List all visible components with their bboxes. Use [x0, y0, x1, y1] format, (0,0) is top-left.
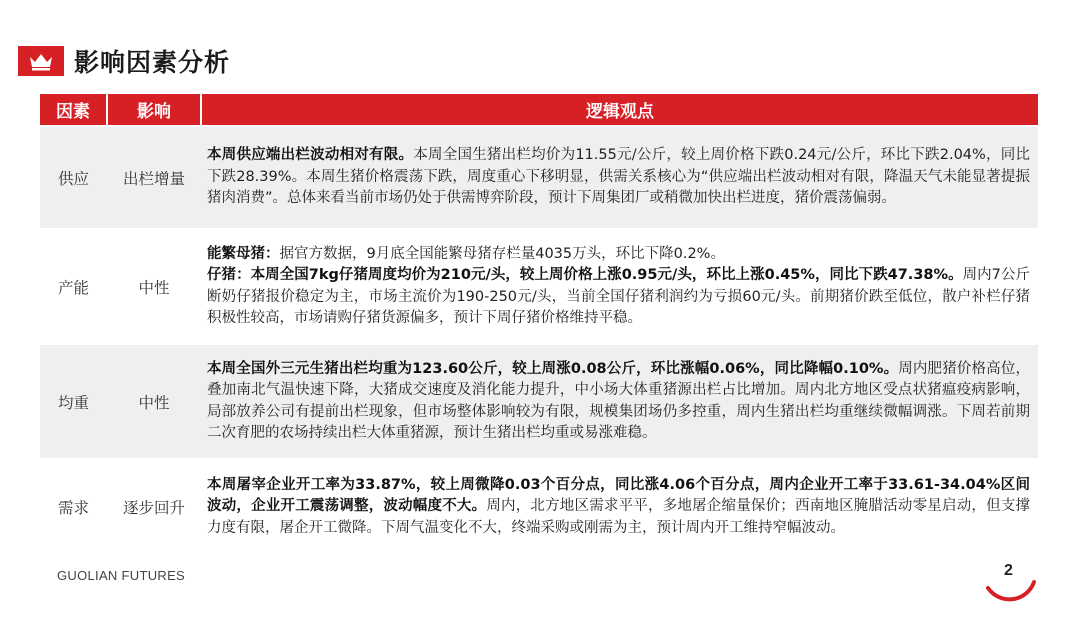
- logic-cell: [201, 459, 1038, 554]
- page-title: 影响因素分析: [74, 48, 231, 77]
- logic-paragraph: [207, 145, 1030, 209]
- column-header-factor: 因素: [40, 94, 107, 126]
- logic-bold-text: 本周屠宰企业开工率为33.87%，较上周微降0.03个百分点，同比涨4.06个百分点，周内企业开工率于33.61-34.04%区间波动，企业开工震荡调整，波动幅度不大。: [207, 476, 1030, 515]
- factor-analysis-table: [40, 94, 1038, 554]
- logic-bold-text: 本周全国外三元生猪出栏均重为123.60公斤，较上周涨0.08公斤，环比涨幅0.06%，同比降幅0.10%。: [207, 360, 899, 377]
- table-row-capacity: [40, 229, 1038, 344]
- logic-text: 据官方数据，9月底全国能繁母猪存栏量4035万头，环比下降0.2%。: [279, 245, 725, 262]
- page-number: 2: [1004, 562, 1013, 579]
- column-header-logic: 逻辑观点: [201, 94, 1038, 126]
- section-header: [18, 44, 230, 78]
- logic-paragraph: [207, 475, 1030, 539]
- logic-text: 周内肥猪价格高位，叠加南北气温快速下降，大猪成交速度及消化能力提升，中小场大体重猪源出栏占比增加。周内北方地区受点状猪瘟疫病影响，局部放养公司有提前出栏现象，但市场整体影响较为有限，规模集团场仍多控重，周内生猪出栏均重继续微幅调涨。下周若前期二次育肥的农场持续出栏大体重猪源，预计生猪出栏均重或易涨难稳。: [207, 360, 1030, 441]
- column-header-impact: 影响: [107, 94, 201, 126]
- table-row-weight: [40, 344, 1038, 459]
- logic-text: 周内，北方地区需求平平，多地屠企缩量保价；西南地区腌腊活动零星启动，但支撑力度有限，屠企开工微降。下周气温变化不大，终端采购或刚需为主，预计周内开工维持窄幅波动。: [207, 498, 1031, 536]
- factor-cell: 供应: [40, 126, 107, 229]
- logic-cell: [201, 344, 1038, 459]
- logic-text: 本周全国生猪出栏均价为11.55元/公斤，较上周价格下跌0.24元/公斤，环比下跌2.04%，同比下跌28.39%。本周生猪价格震荡下跌，周度重心下移明显，供需关系核心为“供应端出栏波动相对有限，降温天气未能显著提振猪肉消费”。总体来看当前市场仍处于供需博弈阶段，预计下周集团厂或稍微加快出栏进度，猪价震荡偏弱。: [207, 147, 1030, 207]
- impact-cell: 出栏增量: [107, 126, 201, 229]
- logic-bold-text: 本周供应端出栏波动相对有限。: [207, 147, 414, 164]
- title-badge: [18, 46, 64, 76]
- table-row-demand: [40, 459, 1038, 554]
- impact-cell: 中性: [107, 229, 201, 344]
- logic-cell: [201, 126, 1038, 229]
- logic-bold-text: 仔猪：本周全国7kg仔猪周度均价为210元/头，较上周价格上涨0.95元/头，环比上涨0.45%，同比下跌47.38%。: [207, 267, 963, 284]
- factor-cell: 产能: [40, 229, 107, 344]
- crown-icon: [28, 51, 54, 71]
- impact-cell: 逐步回升: [107, 459, 201, 554]
- logic-bold-text: 能繁母猪：: [207, 245, 280, 262]
- factor-cell: 需求: [40, 459, 107, 554]
- logic-paragraph: [207, 265, 1030, 329]
- logic-cell: [201, 229, 1038, 344]
- brand-logo-text: GUOLIAN FUTURES: [57, 568, 186, 583]
- logic-paragraph: [207, 244, 1030, 265]
- table-row-supply: [40, 126, 1038, 229]
- impact-cell: 中性: [107, 344, 201, 459]
- table-header-row: [40, 94, 1038, 126]
- factor-cell: 均重: [40, 344, 107, 459]
- logic-text: 周内7公斤断奶仔猪报价稳定为主，市场主流价为190-250元/头，当前全国仔猪利润约为亏损60元/头。前期猪价跌至低位，散户补栏仔猪积极性较高，市场请购仔猪货源偏多，预计下周仔猪价格维持平稳。: [207, 267, 1030, 326]
- logic-paragraph: [207, 359, 1030, 445]
